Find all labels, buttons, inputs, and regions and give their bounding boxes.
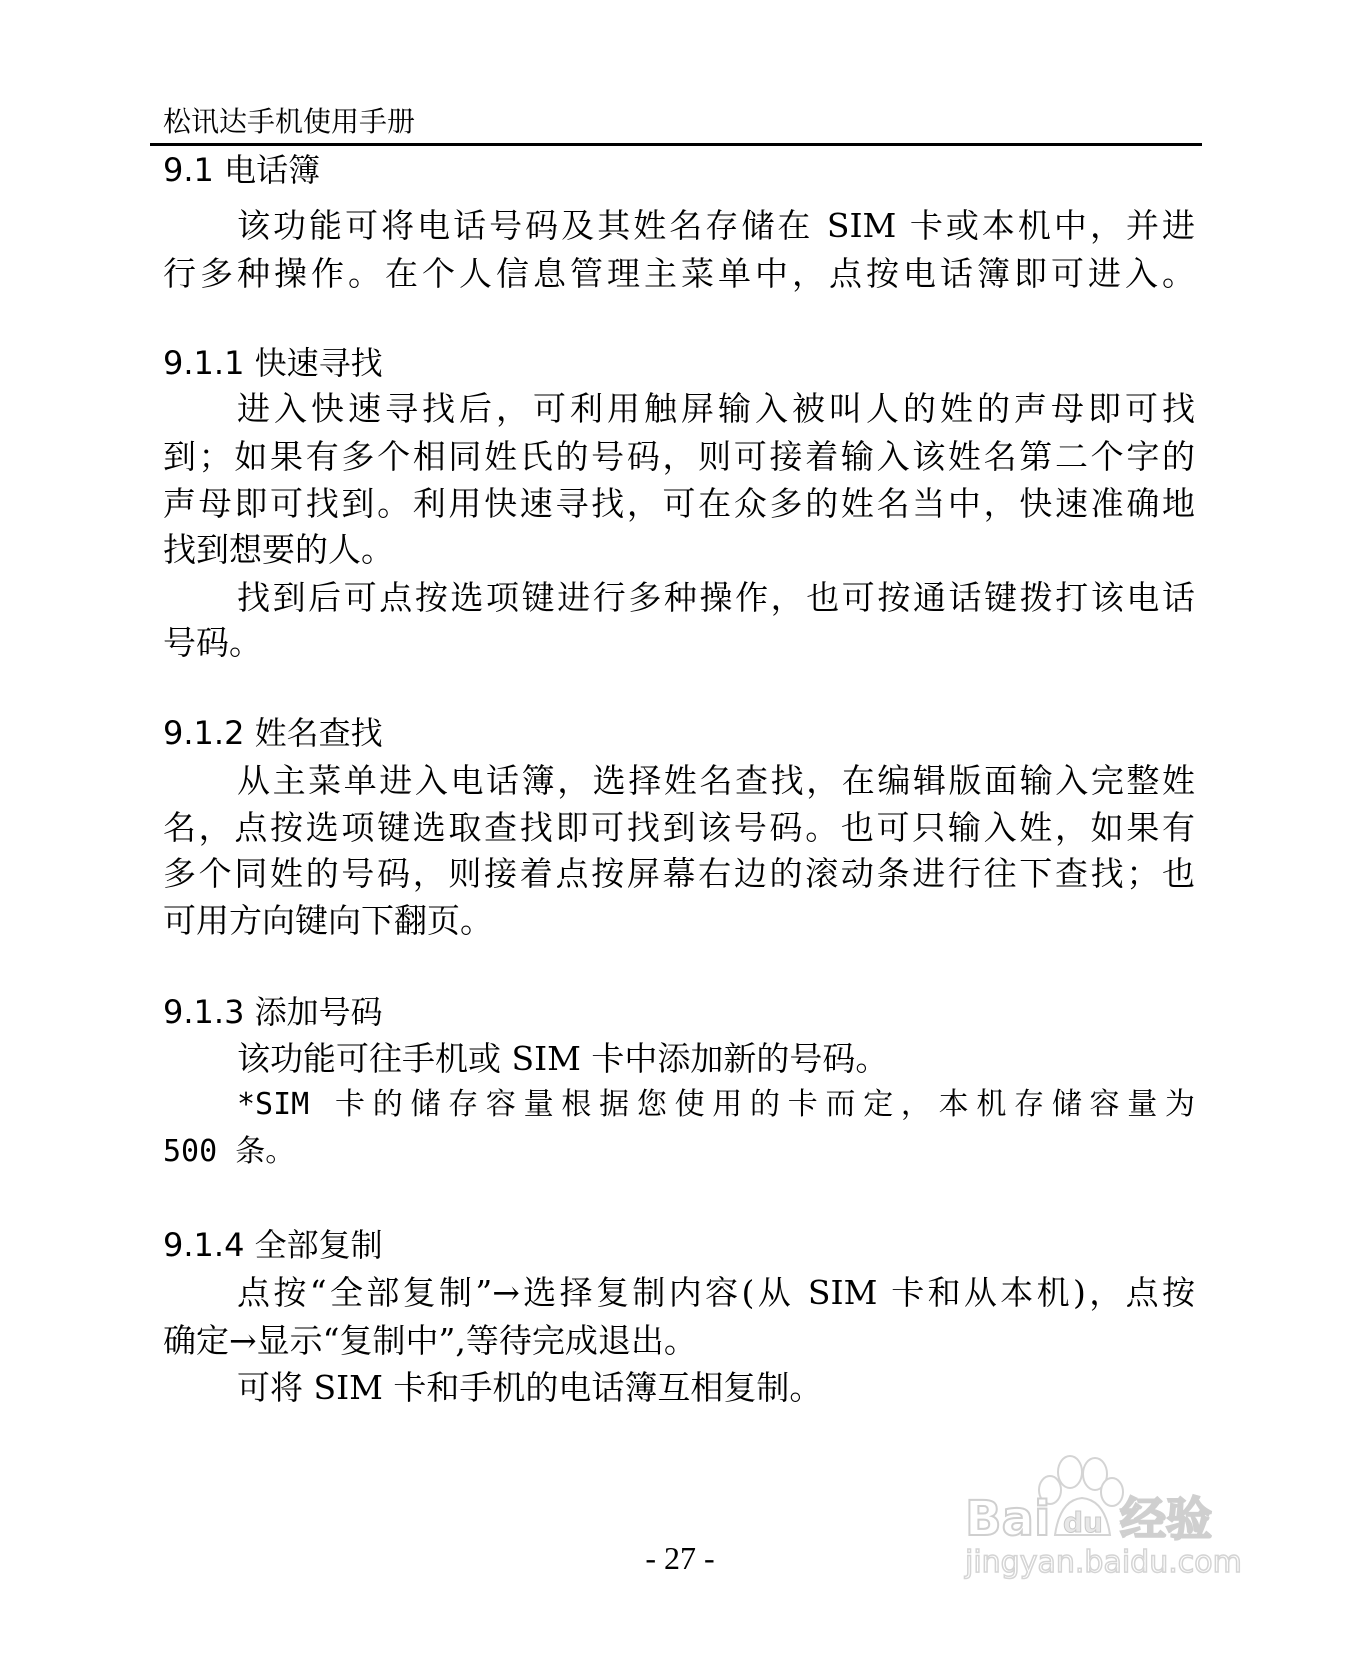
paragraph-line: 确定→显示“复制中”,等待完成退出。 [163, 1321, 697, 1360]
page-number: - 27 - [645, 1540, 715, 1576]
paragraph-line: 到；如果有多个相同姓氏的号码，则可接着输入该姓名第二个字的 [163, 437, 1195, 476]
paragraph-line: 找到后可点按选项键进行多种操作，也可按通话键拨打该电话 [237, 578, 1195, 617]
svg-text:du: du [1063, 1506, 1103, 1539]
paragraph-line: 声母即可找到。利用快速寻找，可在众多的姓名当中，快速准确地 [163, 484, 1195, 523]
paragraph-line: 该功能可将电话号码及其姓名存储在 SIM 卡或本机中，并进 [237, 206, 1195, 245]
paragraph-line: 点按“全部复制”→选择复制内容(从 SIM 卡和从本机)，点按 [237, 1273, 1195, 1312]
svg-text:经验: 经验 [1120, 1492, 1212, 1546]
paragraph-line: *SIM 卡的储存容量根据您使用的卡而定，本机存储容量为 [237, 1087, 1195, 1122]
paragraph-line: 多个同姓的号码，则接着点按屏幕右边的滚动条进行往下查找；也 [163, 854, 1195, 893]
paragraph-line: 进入快速寻找后，可利用触屏输入被叫人的姓的声母即可找 [237, 389, 1195, 428]
paragraph-line: 名，点按选项键选取查找即可找到该号码。也可只输入姓，如果有 [163, 808, 1195, 847]
section-heading: 9.1 电话簿 [163, 151, 321, 189]
paragraph-line: 可用方向键向下翻页。 [163, 901, 493, 940]
paragraph-line: 该功能可往手机或 SIM 卡中添加新的号码。 [237, 1039, 889, 1078]
svg-text:jingyan.baidu.com: jingyan.baidu.com [965, 1545, 1242, 1580]
running-header: 松讯达手机使用手册 [163, 105, 416, 138]
paragraph-line: 找到想要的人。 [163, 530, 394, 569]
paragraph-line: 行多种操作。在个人信息管理主菜单中，点按电话簿即可进入。 [163, 254, 1195, 293]
section-heading: 9.1.4 全部复制 [163, 1226, 383, 1264]
paragraph-line: 号码。 [163, 623, 262, 662]
header-rule [150, 143, 1202, 146]
section-heading: 9.1.1 快速寻找 [163, 344, 383, 382]
paragraph-line: 500 条。 [163, 1134, 296, 1169]
section-heading: 9.1.3 添加号码 [163, 993, 383, 1031]
svg-text:Bai: Bai [965, 1491, 1051, 1547]
paragraph-line: 从主菜单进入电话簿，选择姓名查找，在编辑版面输入完整姓 [237, 761, 1195, 800]
section-heading: 9.1.2 姓名查找 [163, 714, 383, 752]
paragraph-line: 可将 SIM 卡和手机的电话簿互相复制。 [237, 1368, 823, 1407]
